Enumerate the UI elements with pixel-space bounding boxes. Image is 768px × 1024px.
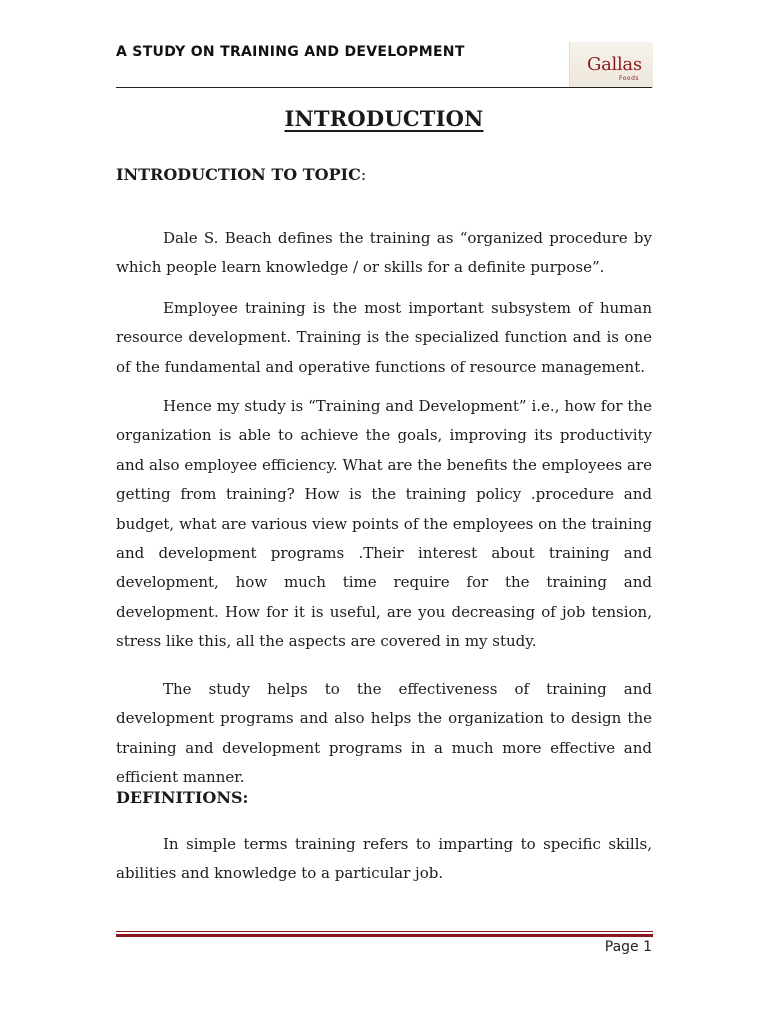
page-title-text: INTRODUCTION <box>284 106 484 131</box>
page-number: Page 1 <box>604 939 652 955</box>
section-heading-definitions: DEFINITIONS: <box>116 788 249 807</box>
page-title <box>0 106 768 131</box>
section-heading-introduction-to-topic <box>116 165 366 184</box>
logo-subtitle: Foods <box>619 75 640 82</box>
gallas-foods-logo <box>569 42 653 88</box>
section-heading-text: INTRODUCTION TO TOPIC <box>116 165 361 184</box>
footer-divider-thick <box>116 934 653 937</box>
section-heading-colon: : <box>360 165 367 184</box>
paragraph-study-benefits: The study helps to the effectiveness of training and development programs and also helps the organization to design the training and development programs in a much more effective and efficient manner. <box>116 680 652 787</box>
logo-wordmark: Gallas <box>587 54 642 75</box>
running-header-title: A STUDY ON TRAINING AND DEVELOPMENT <box>116 44 465 60</box>
paragraph-definition-beach: Dale S. Beach defines the training as “organized procedure by which people learn knowledge / or skills for a definite purpose”. <box>116 229 652 277</box>
paragraph-training-definition: In simple terms training refers to imparting to specific skills, abilities and knowledge to a particular job. <box>116 835 652 883</box>
paragraph-study-scope: Hence my study is “Training and Development” i.e., how for the organization is able to achieve the goals, improving its productivity and also employee efficiency. What are the benefits the employees are getting from training? How is the training policy .procedure and budget, what are various view points of the employees on the training and development programs .Their interest about training and development, how much time require for the training and development. How for it is useful, are you decreasing of job tension, stress like this, all the aspects are covered in my study. <box>116 397 652 651</box>
footer-divider-thin <box>116 931 653 932</box>
paragraph-employee-training: Employee training is the most important subsystem of human resource development. Training is the specialized function and is one of the fundamental and operative functions of resource management. <box>116 299 652 376</box>
header-divider <box>116 87 652 88</box>
